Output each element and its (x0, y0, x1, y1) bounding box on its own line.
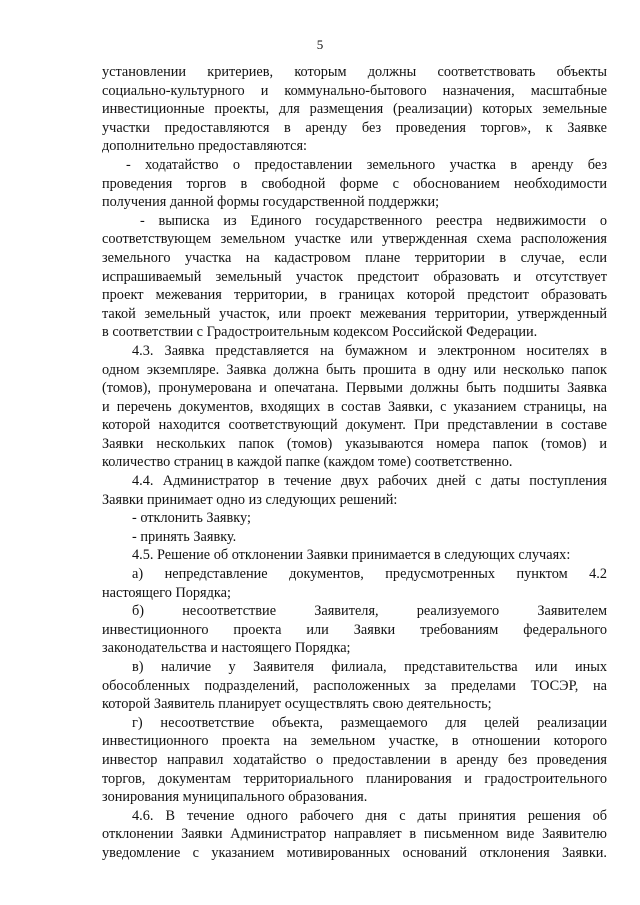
text-line: Заявки принимает одно из следующих решений: (102, 491, 398, 508)
text-line: зонирования муниципального образования. (102, 789, 368, 806)
text-line: Заявки нескольких папок (томов) указываются номера папок (томов) и (102, 435, 607, 452)
text-line: социально-культурного и коммунально-бытового назначения, масштабные (102, 82, 607, 99)
text-line: 4.4. Администратор в течение двух рабочих дней с даты поступления (132, 473, 607, 490)
text-line: проведения торгов в свободной форме с обоснованием необходимости (102, 175, 607, 192)
text-line: в) наличие у Заявителя филиала, представительства или иных (132, 659, 607, 675)
text-line: уведомление с указанием мотивированных оснований отклонения Заявки. (102, 844, 607, 861)
text-line: отклонении Заявки Администратор направляет в письменном виде Заявителю (102, 826, 607, 843)
document-body (102, 63, 607, 863)
text-line: проект межевания территории, в границах которой предстоит образовать (102, 287, 607, 304)
text-line: инвестиционного проекта или Заявки требованиям федерального (102, 621, 607, 638)
text-line: получения данной формы государственной поддержки; (102, 194, 440, 211)
text-line: испрашиваемый земельный участок предстоит образовать и отсутствует (102, 268, 607, 285)
text-line: которой находится соответствующий документ. При представлении в составе (102, 417, 607, 434)
text-line: а) непредставление документов, предусмотренных пунктом 4.2 (132, 566, 607, 583)
text-line: 4.6. В течение одного рабочего дня с даты принятия решения об (132, 807, 607, 824)
text-line: установлении критериев, которым должны соответствовать объекты (102, 64, 607, 80)
text-line: количество страниц в каждой папке (каждом томе) соответственно. (102, 454, 513, 471)
text-line: обособленных подразделений, расположенных за пределами ТОСЭР, на (102, 677, 607, 694)
text-line: 4.5. Решение об отклонении Заявки принимается в следующих случаях: (132, 547, 571, 564)
text-line: инвестиционного проекта на земельном участке, в отношении которого (102, 733, 607, 750)
text-line: инвестиционные проекты, для размещения (реализации) которых земельные (102, 101, 607, 118)
text-line: в соответствии с Градостроительным кодексом Российской Федерации. (102, 324, 538, 341)
text-line: инвестор направил ходатайство о предоставлении в аренду без проведения (102, 751, 607, 768)
text-line: 4.3. Заявка представляется на бумажном и электронном носителях в (132, 342, 607, 359)
text-line: - выписка из Единого государственного реестра недвижимости о (140, 212, 607, 229)
text-line: - принять Заявку. (132, 528, 237, 545)
text-line: и перечень документов, входящих в состав Заявки, с указанием страницы, на (102, 398, 607, 415)
text-line: соответствующем земельном участке или утвержденная схема расположения (102, 231, 607, 248)
text-line: б) несоответствие Заявителя, реализуемого Заявителем (132, 603, 607, 620)
text-line: земельного участка на кадастровом плане территории в случае, если (102, 249, 607, 266)
text-line: - ходатайство о предоставлении земельного участка в аренду без (126, 156, 607, 173)
text-line: торгов, документам территориального планирования и градостроительного (102, 770, 607, 787)
text-line: такой земельный участок, или проект межевания территории, утвержденный (102, 305, 607, 322)
text-line: которой Заявитель планирует осуществлять свою деятельность; (102, 696, 492, 713)
text-line: законодательства и настоящего Порядка; (102, 640, 351, 657)
text-line: (томов), пронумерована и опечатана. Первыми должны быть подшиты Заявка (102, 380, 607, 397)
text-line: дополнительно предоставляются: (102, 138, 308, 155)
text-line: одном экземпляре. Заявка должна быть прошита в одну или несколько папок (102, 361, 607, 378)
text-line: участки предоставляются в аренду без проведения торгов», к Заявке (102, 119, 607, 136)
text-line: г) несоответствие объекта, размещаемого для целей реализации (132, 714, 607, 731)
text-line: настоящего Порядка; (102, 584, 231, 601)
text-line: - отклонить Заявку; (132, 510, 251, 527)
page-number: 5 (316, 37, 324, 52)
